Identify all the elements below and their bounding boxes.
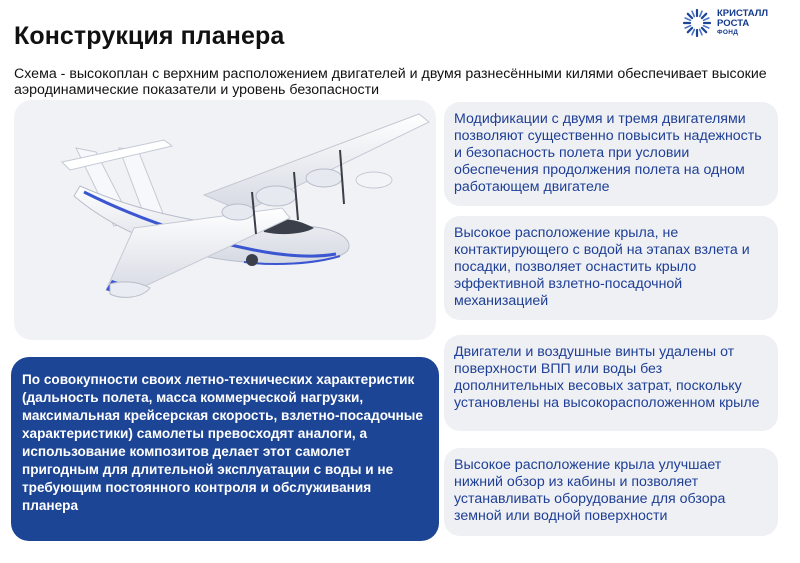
summary-text: По совокупности своих летно-технических характеристик (дальность полета, масса коммерческой нагрузки, максимальная крейсерская скорость, взлетно-посадочные характеристики) самолеты превосходят аналоги, а использование композитов делает этот самолет пригодным для длительной эксплуатации с воды и не требующим постоянного контроля и обслуживания планера xyxy=(22,372,423,513)
card-text: Двигатели и воздушные винты удалены от поверхности ВПП или воды без дополнительных весовых затрат, поскольку установлены на высокорасположенном крыле xyxy=(454,344,760,411)
info-card-propellers xyxy=(444,335,778,431)
logo-line-3: ФОНД xyxy=(717,29,739,36)
fund-logo xyxy=(682,8,768,38)
info-card-engines xyxy=(444,102,778,206)
logo-line-2: РОСТА xyxy=(717,18,750,29)
summary-panel xyxy=(11,357,439,541)
card-text: Модификации с двумя и тремя двигателями позволяют существенно повысить надежность и безопасность полета при условии обеспечения продолжения полета на одном работающем двигателе xyxy=(454,111,762,195)
card-text: Высокое расположение крыла улучшает нижний обзор из кабины и позволяет устанавливать оборудование для обзора земной или водной поверхности xyxy=(454,457,726,524)
amphibian-aircraft-icon xyxy=(14,100,436,340)
page-subtitle: Схема - высокоплан с верхним расположением двигателей и двумя разнесёнными килями обеспечивает высокие аэродинамические показатели и уровень безопасности xyxy=(14,66,767,98)
logo-line-1: КРИСТАЛЛ xyxy=(717,8,769,19)
card-text: Высокое расположение крыла, не контактирующего с водой на этапах взлета и посадки, позволяет оснастить крыло эффективной взлетно-посадочной механизацией xyxy=(454,225,750,309)
info-card-wing-position xyxy=(444,216,778,320)
aircraft-illustration xyxy=(14,100,436,340)
info-card-visibility xyxy=(444,448,778,536)
page-title: Конструкция планера xyxy=(14,22,285,50)
starburst-logo-icon xyxy=(682,8,712,38)
